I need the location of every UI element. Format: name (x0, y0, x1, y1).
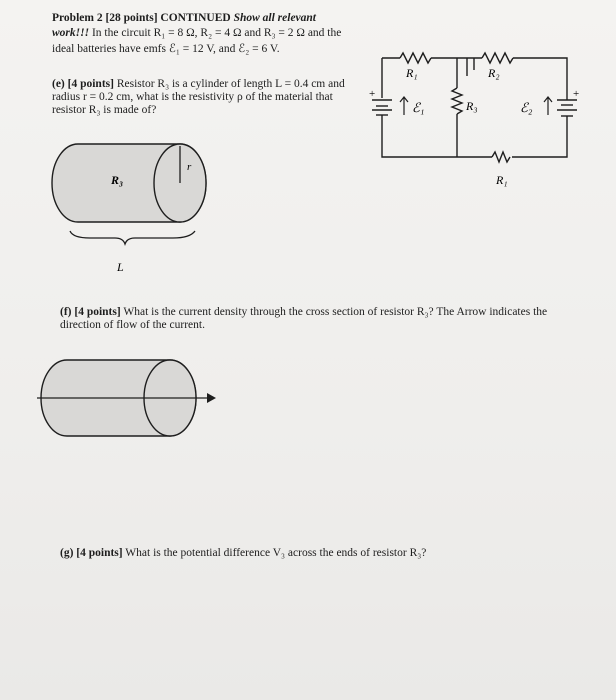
wire-top-right (513, 58, 567, 100)
length-brace (70, 231, 195, 244)
battery-e1 (372, 100, 392, 115)
radius-label: r (187, 161, 192, 173)
part-f-text-2: direction of flow of the current. (60, 319, 205, 331)
e1-plus-sign: + (369, 88, 376, 100)
part-f-text-1: What is the current density through the cross section of resistor R₃? The Arrow indicates the (120, 306, 548, 318)
part-e-text-3: resistor R₃ is made of? (52, 104, 157, 116)
circuit-diagram (362, 40, 592, 200)
emf1-label: ℰ₁ (412, 100, 425, 115)
current-arrow-head-icon (207, 393, 216, 403)
cylinder-diagram (45, 138, 225, 278)
problem-header (52, 11, 316, 26)
resistor-values-text: In the circuit R₁ = 8 Ω, R₂ = 4 Ω and R₃ = 2 Ω and the (89, 27, 342, 39)
cylinder-current-diagram (35, 355, 245, 450)
r3-label: R₃ (466, 99, 478, 113)
work-emphasis: work!!! (52, 27, 90, 39)
emf1-arrow-icon (400, 97, 408, 115)
emf2-arrow-icon (544, 97, 552, 115)
resistor-r1-top-zigzag (400, 53, 431, 63)
r1-bottom-label: R₁ (496, 173, 508, 187)
part-g-label: (g) [4 points] (60, 547, 123, 559)
emf-values-text: ideal batteries have emfs ℰ₁ = 12 V, and ℰ₂ = 6 V. (52, 43, 280, 55)
part-g-line (60, 546, 426, 561)
wire-right-bottom (512, 116, 567, 157)
part-e-label: (e) [4 points] (52, 78, 114, 90)
part-e-text-1: Resistor R₃ is a cylinder of length L = 0.4 cm and (113, 78, 345, 90)
wire-left-bottom (382, 115, 457, 157)
emf2-label: ℰ₂ (520, 100, 533, 115)
battery-e2 (557, 100, 577, 116)
problem-title: Problem 2 [28 points] CONTINUED (52, 12, 231, 24)
length-label: L (117, 260, 124, 274)
part-f-label: (f) [4 points] (60, 306, 121, 318)
junction-mark (467, 58, 474, 76)
problem-line-2 (52, 26, 341, 41)
r1-top-label: R₁ (406, 66, 418, 80)
resistor-r1-bottom-zigzag (492, 152, 510, 162)
r2-label: R₂ (488, 66, 500, 80)
cylinder-name-label: R₃ (111, 173, 124, 187)
resistor-r2-zigzag (482, 53, 513, 63)
resistor-r3-zigzag (452, 88, 462, 114)
e2-plus-sign: + (573, 88, 580, 100)
part-g-text: What is the potential difference V₃ across the ends of resistor R₃? (122, 547, 427, 559)
problem-instruction: Show all relevant (233, 12, 316, 24)
part-e-text-2: radius r = 0.2 cm, what is the resistivity ρ of the material that (52, 91, 333, 103)
